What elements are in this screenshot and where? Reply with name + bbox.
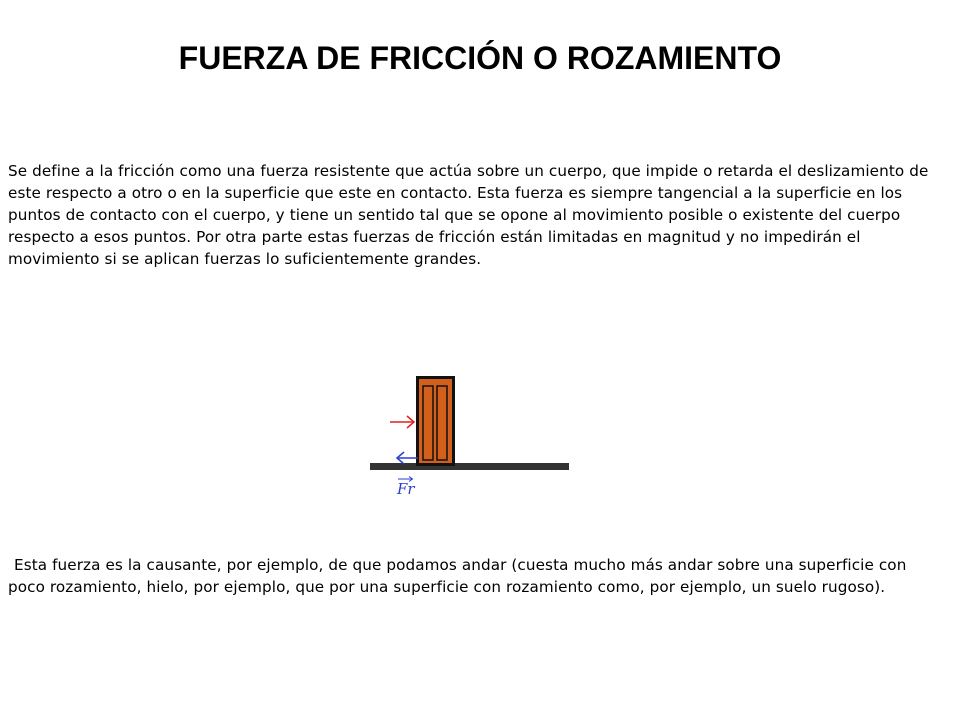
ground-surface [370,463,569,470]
friction-force-arrow [397,452,418,464]
intro-paragraph: Se define a la fricción como una fuerza resistente que actúa sobre un cuerpo, que impide o retarda el deslizamiento de este respecto a otro o en la superficie que este en contacto. Esta fuerza es siempre tangencial a la superficie en los puntos de contacto con el cuerpo, y tiene un sentido tal que se opone al movimiento posible o existente del cuerpo respecto a esos puntos. Por otra parte estas fuerzas de fricción están limitadas en magnitud y no impedirán el movimiento si se aplican fuerzas lo suficientemente grandes. [8,162,929,268]
friction-vector-text: Fr [397,480,415,498]
friction-vector-label [396,477,415,499]
page-title: FUERZA DE FRICCIÓN O ROZAMIENTO [178,40,782,76]
example-paragraph [8,554,948,598]
example-paragraph-text: Esta fuerza es la causante, por ejemplo, de que podamos andar (cuesta mucho más andar sobre una superficie con poco rozamiento, hielo, por ejemplo, que por una superficie con rozamiento como, por ejemplo, un suelo rugoso). [8,556,907,596]
applied-force-arrow [390,416,414,428]
friction-diagram [360,370,580,510]
